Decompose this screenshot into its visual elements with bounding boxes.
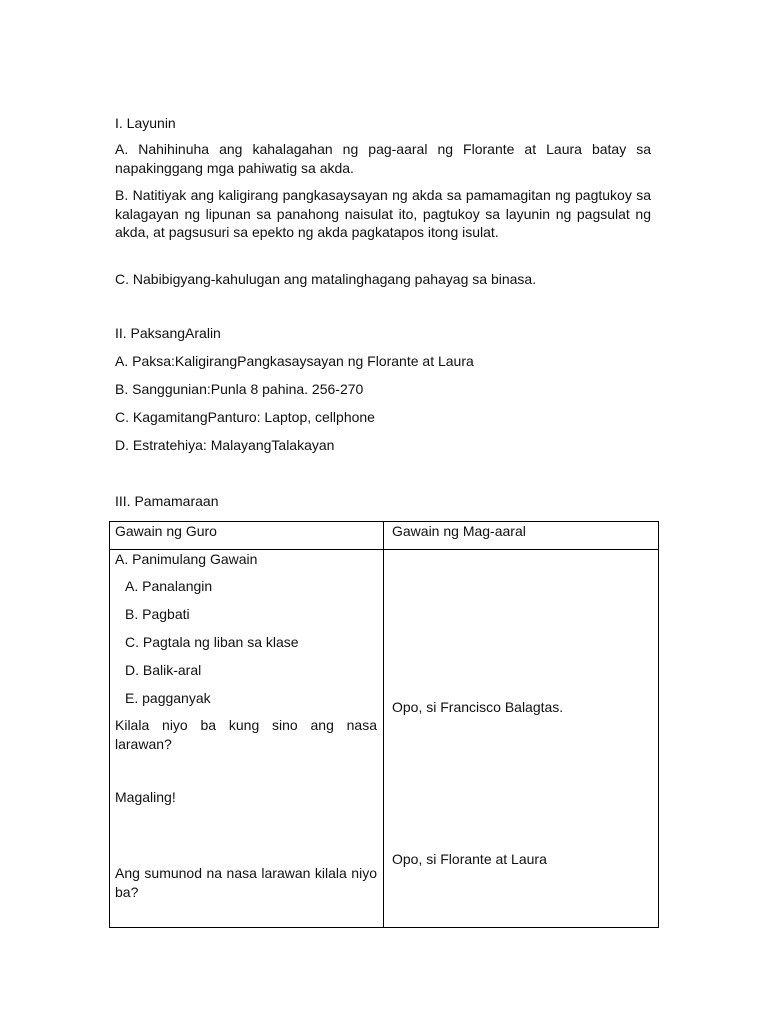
guro-item-pagbati: B. Pagbati <box>125 606 190 622</box>
layunin-c: C. Nabibigyang-kahulugan ang matalinghagang pahayag sa binasa. <box>115 271 537 287</box>
paksa-d: D. Estratehiya: MalayangTalakayan <box>115 437 335 453</box>
paksa-a: A. Paksa:KaligirangPangkasaysayan ng Florante at Laura <box>115 353 474 369</box>
header-gawain-guro: Gawain ng Guro <box>115 523 217 539</box>
table-border-bottom <box>109 927 659 928</box>
guro-item-balik-aral: D. Balik-aral <box>125 662 202 678</box>
header-gawain-magaaral: Gawain ng Mag-aaral <box>392 523 526 539</box>
layunin-heading: I. Layunin <box>115 115 176 131</box>
magaaral-answer-1: Opo, si Francisco Balagtas. <box>392 699 564 715</box>
table-border-right <box>658 521 659 928</box>
guro-item-pagtala: C. Pagtala ng liban sa klase <box>125 634 299 650</box>
paksa-c: C. KagamitangPanturo: Laptop, cellphone <box>115 409 375 425</box>
pamamaraan-table <box>109 521 659 928</box>
pamamaraan-heading: III. Pamamaraan <box>115 493 219 509</box>
guro-section-title: A. Panimulang Gawain <box>115 551 258 567</box>
layunin-b: B. Natitiyak ang kaligirang pangkasaysayan ng akda sa pamamagitan ng pagtukoy sa kalagayan ng lipunan sa panahong naisulat ito, pagtukoy sa layunin ng pagsulat ng akda, at pagsusuri sa epekto ng akda pagkatapos itong isulat. <box>115 187 651 240</box>
table-column-divider <box>383 521 384 928</box>
guro-praise: Magaling! <box>115 789 176 805</box>
paksa-heading: II. PaksangAralin <box>115 325 221 341</box>
guro-item-panalangin: A. Panalangin <box>125 578 213 594</box>
table-border-left <box>109 521 110 928</box>
guro-question-2: Ang sumunod na nasa larawan kilala niyo ba? <box>115 865 377 900</box>
layunin-a: A. Nahihinuha ang kahalagahan ng pag-aaral ng Florante at Laura batay sa napakinggang mga pahiwatig sa akda. <box>115 141 651 176</box>
magaaral-answer-2: Opo, si Florante at Laura <box>392 851 547 867</box>
paksa-b: B. Sanggunian:Punla 8 pahina. 256-270 <box>115 381 364 397</box>
guro-question-1: Kilala niyo ba kung sino ang nasa larawan? <box>115 717 377 752</box>
guro-item-pagganyak: E. pagganyak <box>125 690 211 706</box>
